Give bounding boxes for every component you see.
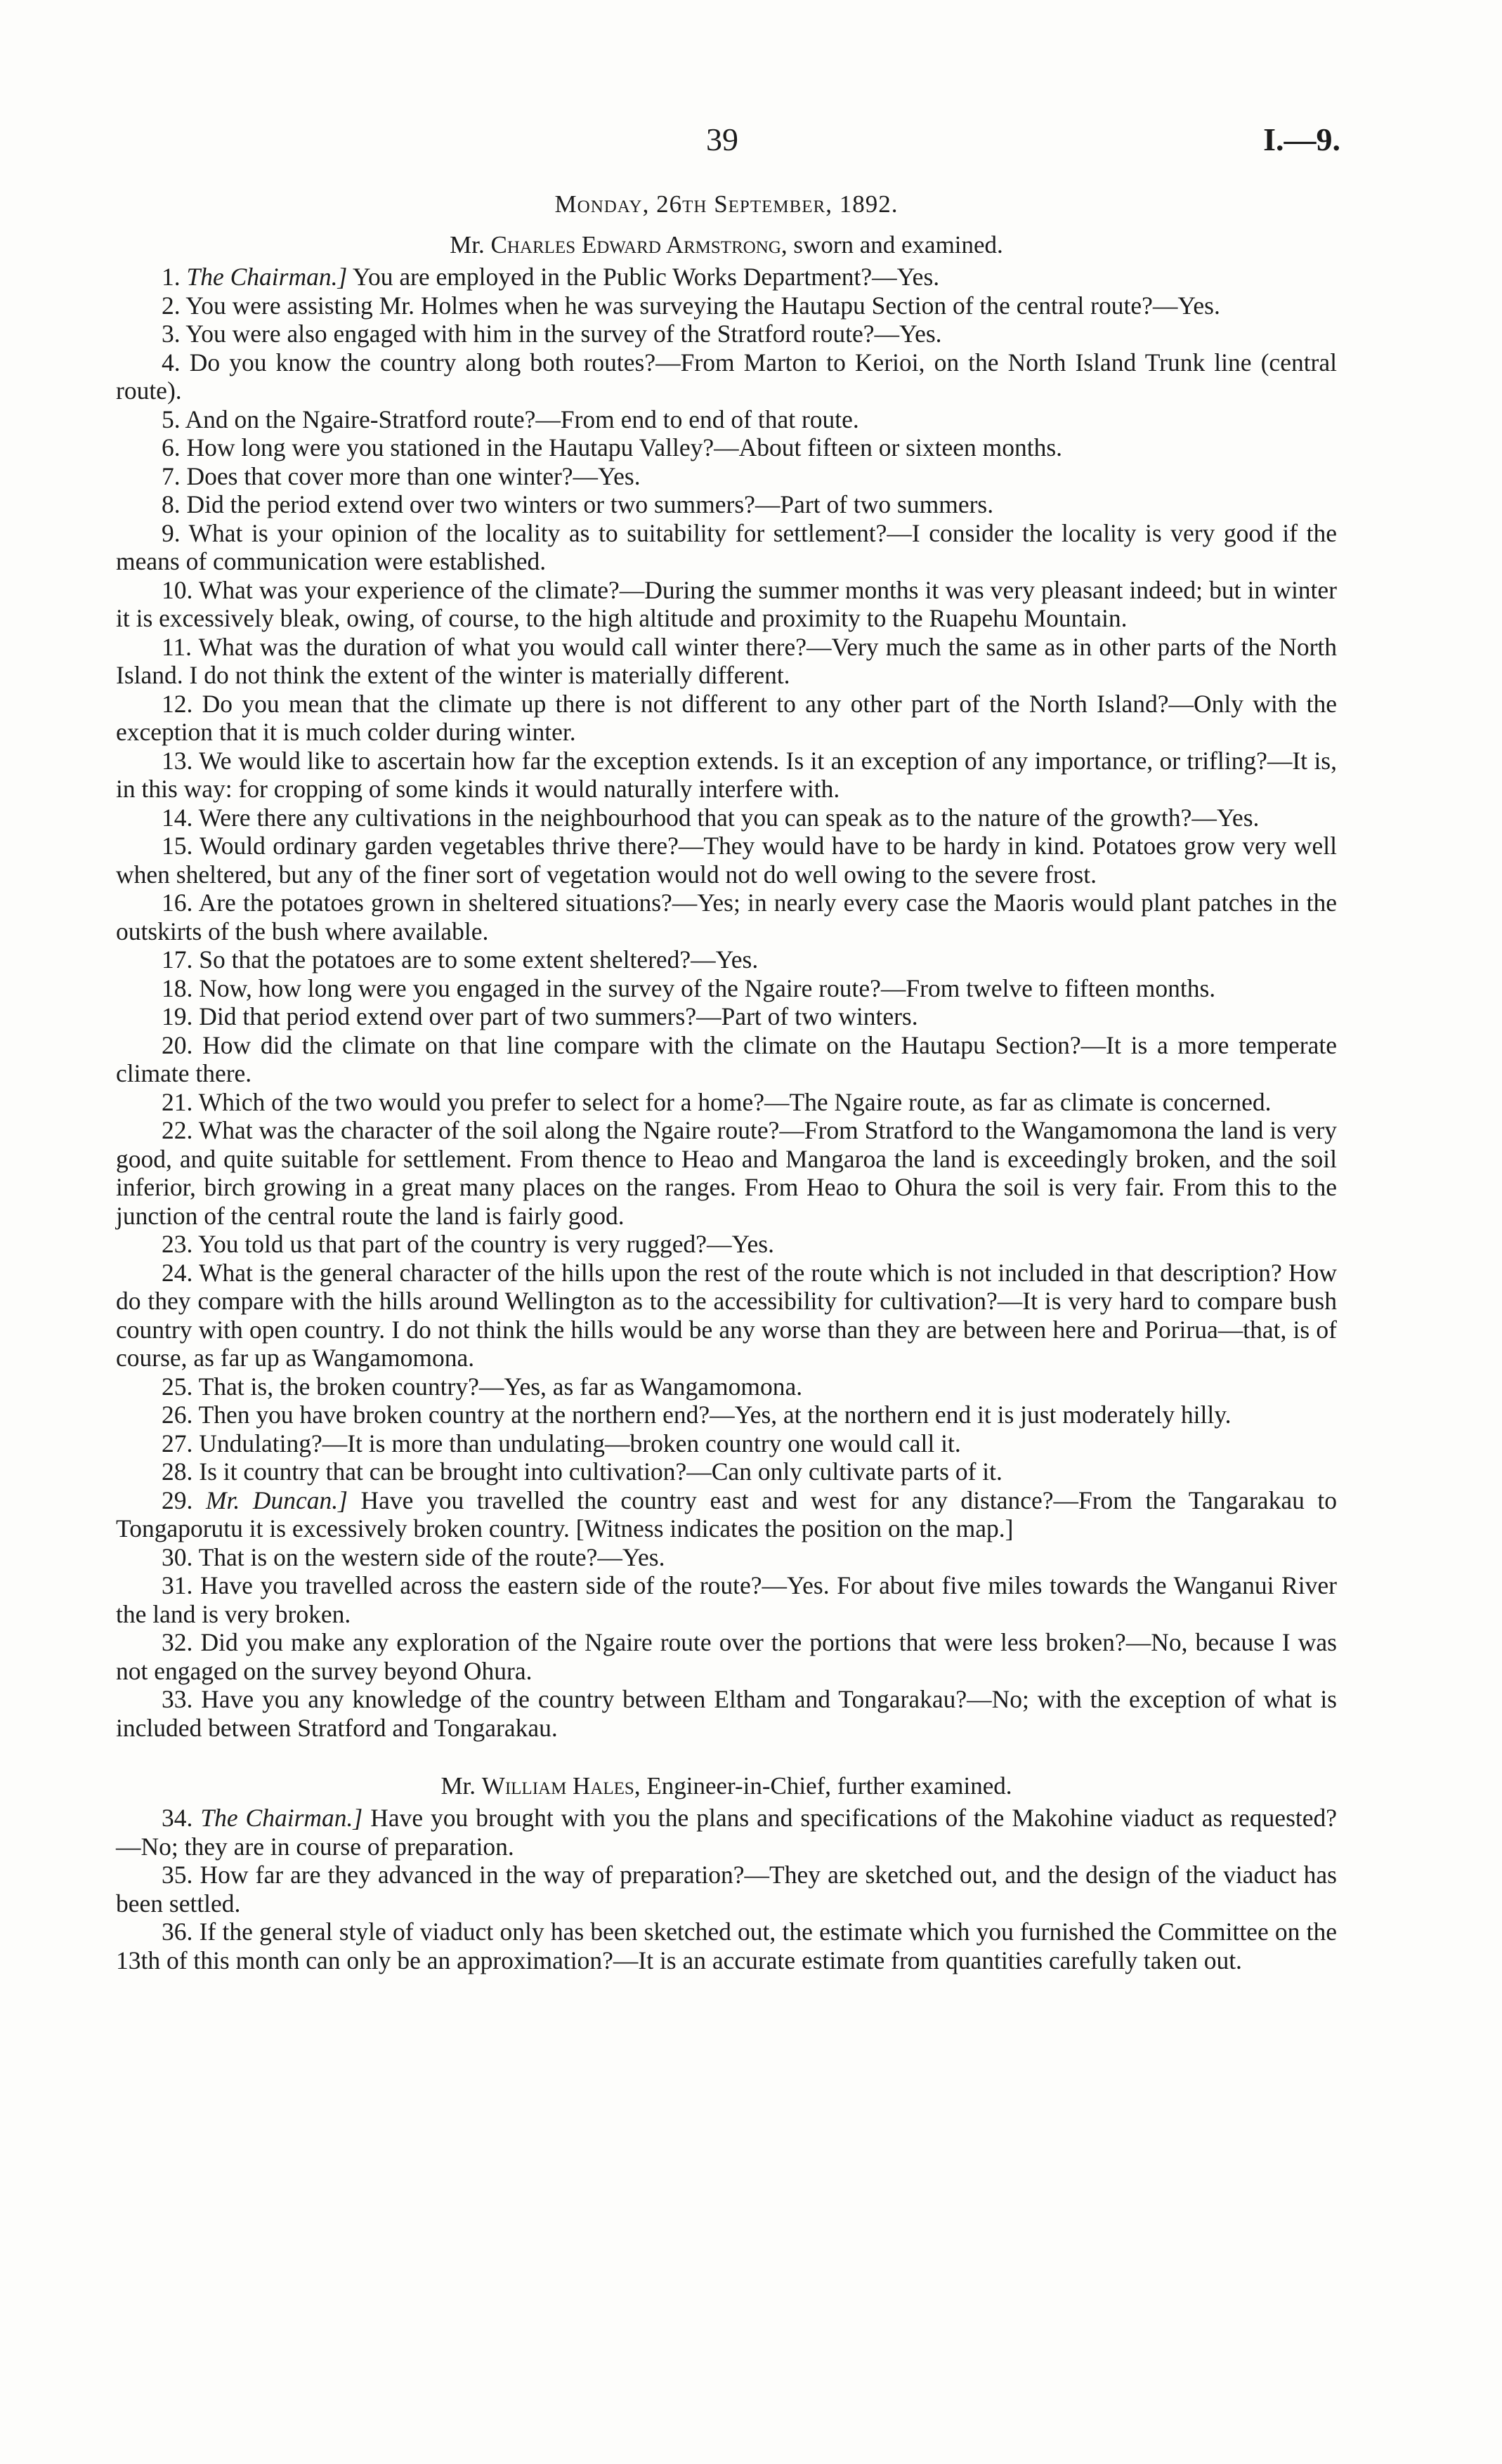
- question-number: 30.: [162, 1542, 193, 1571]
- evidence-list: [116, 263, 1337, 1742]
- question-number: 32.: [162, 1628, 193, 1656]
- question-text: Undulating?—It is more than undulating—broken country one would call it.: [199, 1429, 961, 1457]
- question-number: 34.: [162, 1804, 193, 1832]
- question-text: What was your experience of the climate?—During the summer months it was very pleasant indeed; but in winter it is excessively bleak, owing, of course, to the high altitude and proximity to the Ruapehu Mountain.: [116, 575, 1337, 632]
- page-header: [0, 121, 1502, 163]
- question-text: You were also engaged with him in the survey of the Stratford route?—Yes.: [185, 320, 942, 348]
- question-number: 21.: [162, 1087, 193, 1116]
- question-13: [116, 747, 1337, 804]
- question-2: [116, 291, 1337, 320]
- question-number: 36.: [162, 1918, 193, 1946]
- question-16: [116, 889, 1337, 945]
- question-17: [116, 945, 1337, 974]
- question-number: 20.: [162, 1030, 193, 1059]
- question-23: [116, 1230, 1337, 1259]
- evidence-list-second: [116, 1804, 1337, 1974]
- question-6: [116, 433, 1337, 462]
- question-text: And on the Ngaire-Stratford route?—From end to end of that route.: [185, 405, 859, 433]
- witness-status: , Engineer-in-Chief, further examined.: [634, 1772, 1012, 1800]
- question-number: 35.: [162, 1861, 193, 1889]
- question-number: 19.: [162, 1002, 193, 1030]
- question-4: [116, 348, 1337, 405]
- document-reference: I.—9.: [1263, 122, 1340, 157]
- page-number: 39: [706, 122, 738, 157]
- question-number: 12.: [162, 689, 193, 718]
- question-text: Have you brought with you the plans and specifications of the Makohine viaduct as requested?—No; they are in course of preparation.: [116, 1804, 1338, 1861]
- question-29: [116, 1486, 1337, 1543]
- question-text: Have you travelled the country east and west for any distance?—From the Tangarakau to Tongaporutu it is excessively broken country. [Witness indicates the position on the map.]: [116, 1486, 1337, 1542]
- question-18: [116, 974, 1337, 1003]
- question-9: [116, 519, 1337, 576]
- question-number: 24.: [162, 1258, 193, 1287]
- question-number: 9.: [162, 518, 181, 547]
- question-text: Now, how long were you engaged in the survey of the Ngaire route?—From twelve to fifteen months.: [199, 974, 1216, 1002]
- question-number: 28.: [162, 1457, 193, 1486]
- question-21: [116, 1088, 1337, 1117]
- question-1: [116, 263, 1337, 291]
- question-number: 33.: [162, 1685, 193, 1713]
- question-26: [116, 1401, 1337, 1429]
- witness-title: Mr.: [450, 231, 485, 258]
- witness-name: William Hales: [481, 1772, 634, 1800]
- question-text: How did the climate on that line compare with the climate on the Hautapu Section?—It is a more temperate climate there.: [116, 1030, 1338, 1087]
- question-text: What was the character of the soil along the Ngaire route?—From Stratford to the Wangamomona the land is very good, and quite suitable for settlement. From thence to Heao and Mangaroa the land is exceedingly broken, and the soil inferior, birch growing in a great many places on the ranges. From Heao to Ohura the soil is very fair. From this to the junction of the central route the land is fairly good.: [116, 1116, 1338, 1230]
- question-text: Would ordinary garden vegetables thrive there?—They would have to be hardy in kind. Potatoes grow very well when sheltered, but any of the finer sort of vegetation would not do well owing to the severe frost.: [116, 832, 1337, 889]
- question-text: That is on the western side of the route?—Yes.: [198, 1542, 665, 1571]
- speaker: Mr. Duncan.]: [205, 1486, 348, 1514]
- witness-title: Mr.: [440, 1772, 476, 1800]
- question-number: 22.: [162, 1116, 193, 1144]
- question-number: 13.: [162, 746, 193, 775]
- question-text: Were there any cultivations in the neighbourhood that you can speak as to the nature of the growth?—Yes.: [198, 803, 1260, 832]
- question-text: You are employed in the Public Works Department?—Yes.: [352, 263, 940, 291]
- question-10: [116, 576, 1337, 633]
- question-number: 4.: [162, 348, 181, 376]
- question-36: [116, 1918, 1337, 1974]
- question-text: Did the period extend over two winters or two summers?—Part of two summers.: [186, 490, 994, 518]
- question-text: Do you know the country along both routes?—From Marton to Kerioi, on the North Island Trunk line (central route).: [116, 348, 1338, 405]
- question-11: [116, 633, 1337, 690]
- question-28: [116, 1457, 1337, 1486]
- question-number: 5.: [162, 405, 181, 433]
- main-column: [116, 190, 1337, 1974]
- question-22: [116, 1116, 1337, 1230]
- question-text: How far are they advanced in the way of preparation?—They are sketched out, and the design of the viaduct has been settled.: [116, 1861, 1338, 1918]
- question-number: 16.: [162, 889, 193, 917]
- question-text: Do you mean that the climate up there is not different to any other part of the North Island?—Only with the exception that it is much colder during winter.: [116, 689, 1338, 746]
- question-number: 29.: [162, 1486, 193, 1514]
- question-35: [116, 1861, 1337, 1918]
- question-text: What was the duration of what you would call winter there?—Very much the same as in other parts of the North Island. I do not think the extent of the winter is materially different.: [116, 632, 1337, 689]
- speaker: The Chairman.]: [186, 263, 348, 291]
- question-20: [116, 1031, 1337, 1088]
- question-5: [116, 405, 1337, 434]
- question-number: 1.: [162, 263, 181, 291]
- witness-heading-2: [116, 1771, 1337, 1801]
- question-number: 14.: [162, 803, 193, 832]
- session-date: Monday, 26th September, 1892.: [554, 190, 899, 218]
- question-8: [116, 490, 1337, 519]
- question-24: [116, 1259, 1337, 1372]
- question-text: Have you any knowledge of the country between Eltham and Tongarakau?—No; with the exception of what is included between Stratford and Tongarakau.: [116, 1685, 1337, 1742]
- question-19: [116, 1002, 1337, 1031]
- question-text: Is it country that can be brought into cultivation?—Can only cultivate parts of it.: [199, 1457, 1003, 1486]
- witness-name: Charles Edward Armstrong: [490, 231, 781, 258]
- question-text: How long were you stationed in the Hautapu Valley?—About fifteen or sixteen months.: [186, 433, 1063, 461]
- question-31: [116, 1571, 1337, 1628]
- question-32: [116, 1628, 1337, 1685]
- question-text: Which of the two would you prefer to select for a home?—The Ngaire route, as far as climate is concerned.: [198, 1087, 1272, 1116]
- question-number: 3.: [162, 320, 181, 348]
- question-15: [116, 832, 1337, 889]
- question-text: If the general style of viaduct only has been sketched out, the estimate which you furnished the Committee on the 13th of this month can only be an approximation?—It is an accurate estimate from quantities carefully taken out.: [116, 1918, 1338, 1974]
- question-number: 10.: [162, 575, 193, 604]
- witness-status: , sworn and examined.: [781, 231, 1003, 258]
- question-text: So that the potatoes are to some extent sheltered?—Yes.: [199, 945, 759, 974]
- question-number: 15.: [162, 832, 193, 860]
- question-text: Did you make any exploration of the Ngaire route over the portions that were less broken?—No, because I was not engaged on the survey beyond Ohura.: [116, 1628, 1337, 1685]
- question-number: 31.: [162, 1571, 193, 1599]
- question-text: Are the potatoes grown in sheltered situations?—Yes; in nearly every case the Maoris would plant patches in the outskirts of the bush where available.: [116, 889, 1338, 945]
- speaker: The Chairman.]: [200, 1804, 363, 1832]
- question-number: 27.: [162, 1429, 193, 1457]
- question-text: We would like to ascertain how far the exception extends. Is it an exception of any importance, or trifling?—It is, in this way: for cropping of some kinds it would naturally interfere with.: [116, 746, 1337, 803]
- question-3: [116, 320, 1337, 348]
- witness-heading-1: [116, 230, 1337, 260]
- question-25: [116, 1372, 1337, 1401]
- question-34: [116, 1804, 1337, 1861]
- question-text: You were assisting Mr. Holmes when he was surveying the Hautapu Section of the central route?—Yes.: [185, 291, 1220, 320]
- question-27: [116, 1429, 1337, 1458]
- question-text: Then you have broken country at the northern end?—Yes, at the northern end it is just moderately hilly.: [198, 1401, 1232, 1429]
- question-text: What is your opinion of the locality as to suitability for settlement?—I consider the locality is very good if the means of communication were established.: [116, 518, 1338, 575]
- question-number: 8.: [162, 490, 181, 518]
- question-number: 18.: [162, 974, 193, 1002]
- question-number: 26.: [162, 1401, 193, 1429]
- question-number: 2.: [162, 291, 181, 320]
- question-30: [116, 1543, 1337, 1572]
- question-number: 7.: [162, 461, 181, 490]
- question-number: 6.: [162, 433, 181, 461]
- question-text: Did that period extend over part of two summers?—Part of two winters.: [199, 1002, 918, 1030]
- question-number: 25.: [162, 1372, 193, 1401]
- question-text: That is, the broken country?—Yes, as far as Wangamomona.: [198, 1372, 803, 1401]
- question-text: Does that cover more than one winter?—Yes.: [186, 461, 641, 490]
- question-number: 17.: [162, 945, 193, 974]
- question-7: [116, 462, 1337, 491]
- question-text: What is the general character of the hills upon the rest of the route which is not included in that description? How do they compare with the hills around Wellington as to the accessibility for cultivation?—It is very hard to compare bush country with open country. I do not think the hills would be any worse than they are between here and Porirua—that, is of course, as far up as Wangamomona.: [116, 1258, 1337, 1372]
- question-33: [116, 1685, 1337, 1742]
- question-number: 23.: [162, 1230, 193, 1258]
- question-text: You told us that part of the country is very rugged?—Yes.: [197, 1230, 774, 1258]
- question-12: [116, 690, 1337, 747]
- question-text: Have you travelled across the eastern side of the route?—Yes. For about five miles towards the Wanganui River the land is very broken.: [116, 1571, 1338, 1628]
- question-number: 11.: [162, 632, 192, 661]
- question-14: [116, 804, 1337, 832]
